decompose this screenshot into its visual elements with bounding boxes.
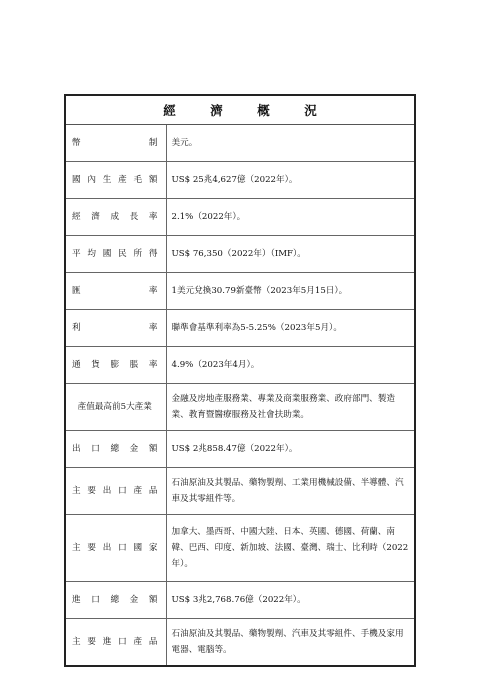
- table-row: [66, 162, 414, 199]
- row-label-interest-rate: 利 率: [66, 310, 166, 347]
- table-row: [66, 125, 414, 162]
- row-value-currency: 美元。: [166, 125, 414, 162]
- row-label-currency: 幣 制: [66, 125, 166, 162]
- economic-overview-table: [64, 94, 416, 667]
- row-label-per-capita-income: 平均國民所得: [66, 236, 166, 273]
- table-row: [66, 431, 414, 468]
- row-value-main-imports: 石油原油及其製品、藥物製劑、汽車及其零組件、手機及家用電器、電腦等。: [171, 628, 404, 655]
- row-label-inflation: 通貨膨脹率: [66, 347, 166, 384]
- row-value-export-countries: 加拿大、墨西哥、中國大陸、日本、英國、德國、荷蘭、南韓、巴西、印度、新加坡、法國、臺灣、瑞士、比利時（2022年）。: [166, 515, 414, 582]
- row-label-main-imports: 主要進口產品: [66, 619, 166, 666]
- row-label-import-total: 進口總金額: [66, 582, 166, 619]
- table-row: [66, 199, 414, 236]
- data-table: [66, 125, 414, 665]
- row-value-import-total: US$ 3兆2,768.76億（2022年）。: [166, 582, 414, 619]
- row-value-per-capita-income: US$ 76,350（2022年）（IMF）。: [166, 236, 414, 273]
- table-row: [66, 384, 414, 431]
- table-row: [66, 236, 414, 273]
- row-label-export-total: 出口總金額: [66, 431, 166, 468]
- table-row: [66, 619, 414, 666]
- row-label-top-industries: 產值最高前5大產業: [66, 384, 166, 431]
- row-label-export-countries: 主要出口國家: [66, 515, 166, 582]
- row-value-exchange-rate: 1美元兌換30.79新臺幣（2023年5月15日）。: [166, 273, 414, 310]
- row-label-main-exports: 主要出口產品: [66, 468, 166, 515]
- table-row: [66, 273, 414, 310]
- row-value-export-total: US$ 2兆858.47億（2022年）。: [166, 431, 414, 468]
- table-row: [66, 582, 414, 619]
- row-value-interest-rate: 聯準會基準利率為5-5.25%（2023年5月）。: [166, 310, 414, 347]
- row-value-growth-rate: 2.1%（2022年）。: [166, 199, 414, 236]
- row-label-exchange-rate: 匯 率: [66, 273, 166, 310]
- row-value-top-industries: 金融及房地產服務業、專業及商業服務業、政府部門、製造業、教育暨醫療服務及社會扶助業。: [166, 384, 414, 431]
- row-value-main-exports: 石油原油及其製品、藥物製劑、工業用機械設備、半導體、汽車及其零組件等。: [166, 468, 414, 515]
- row-label-gdp: 國內生產毛額: [66, 162, 166, 199]
- table-row: [66, 347, 414, 384]
- row-label-growth-rate: 經濟成長率: [66, 199, 166, 236]
- row-value-inflation: 4.9%（2023年4月）。: [166, 347, 414, 384]
- table-row: [66, 310, 414, 347]
- table-title: 經 濟 概 況: [66, 96, 414, 125]
- table-row: [66, 515, 414, 582]
- table-row: [66, 468, 414, 515]
- row-value-gdp: US$ 25兆4,627億（2022年）。: [166, 162, 414, 199]
